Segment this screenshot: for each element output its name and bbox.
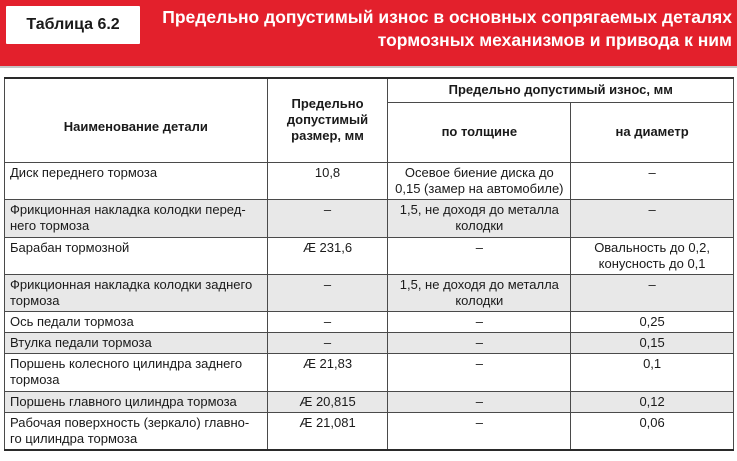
part-name-cell: [5, 332, 268, 353]
part-name-cell-text: тормоза: [10, 371, 60, 387]
table-title-line: тормозных механизмов и привода к ним: [377, 30, 732, 50]
column-header-part-name: Наименование детали: [5, 78, 268, 162]
max-size-cell: [267, 332, 388, 353]
wear-thickness-cell-text: –: [475, 313, 483, 329]
part-name-cell-text: Поршень главного цилиндра тормоза: [10, 393, 237, 409]
wear-thickness-cell-text: 1,5, не доходя до металла: [399, 276, 559, 292]
wear-thickness-cell-text: –: [475, 334, 483, 350]
table-row: [5, 332, 734, 353]
max-size-cell-text: 10,8: [314, 164, 341, 180]
max-size-cell: [267, 199, 388, 237]
wear-diameter-cell-text: –: [648, 276, 656, 292]
table-row: [5, 311, 734, 332]
wear-diameter-cell: [571, 353, 734, 391]
wear-diameter-cell-text: 0,25: [639, 313, 665, 329]
wear-diameter-cell-text: 0,12: [639, 393, 665, 409]
part-name-cell: [5, 311, 268, 332]
wear-thickness-cell: [388, 311, 571, 332]
part-name-cell-text: Ось педали тормоза: [10, 313, 134, 329]
part-name-cell-text: Диск переднего тормоза: [10, 164, 158, 180]
wear-diameter-cell-text: –: [648, 201, 656, 217]
wear-diameter-cell-text: 0,1: [643, 355, 662, 371]
part-name-cell: [5, 237, 268, 274]
wear-diameter-cell-text: 0,15: [639, 334, 665, 350]
max-size-cell: [267, 353, 388, 391]
wear-thickness-cell-text: Осевое биение диска до: [404, 164, 554, 180]
part-name-cell-text: Барабан тормозной: [10, 239, 130, 255]
wear-diameter-cell: [571, 199, 734, 237]
wear-diameter-cell: [571, 311, 734, 332]
part-name-cell: [5, 391, 268, 412]
wear-diameter-cell-text: конусность до 0,1: [598, 255, 706, 271]
max-size-cell-text: –: [323, 276, 332, 292]
part-name-cell: [5, 274, 268, 311]
wear-diameter-cell: [571, 237, 734, 274]
table-row: [5, 162, 734, 199]
max-size-cell: [267, 237, 388, 274]
header-divider: [0, 66, 737, 68]
wear-thickness-cell-text: колодки: [455, 292, 504, 308]
table-row: [5, 199, 734, 237]
column-header-text: допустимый: [286, 112, 369, 128]
part-name-cell-text: го цилиндра тормоза: [10, 430, 138, 446]
max-size-cell-text: –: [323, 201, 332, 217]
max-size-cell-text: –: [323, 313, 332, 329]
part-name-cell-text: тормоза: [10, 292, 60, 308]
max-size-cell-text: –: [323, 334, 332, 350]
wear-diameter-cell-text: Овальность до 0,2,: [594, 239, 711, 255]
part-name-cell-text: Поршень колесного цилиндра заднего: [10, 355, 243, 371]
part-name-cell-text: Фрикционная накладка колодки перед-: [10, 201, 246, 217]
table-row: [5, 274, 734, 311]
wear-diameter-cell-text: –: [648, 164, 656, 180]
max-size-cell: [267, 391, 388, 412]
part-name-cell: [5, 199, 268, 237]
table-row: [5, 412, 734, 450]
part-name-cell-text: Фрикционная накладка колодки заднего: [10, 276, 253, 292]
max-size-cell-text: Æ 20,815: [299, 393, 356, 409]
wear-thickness-cell-text: –: [475, 239, 483, 255]
wear-thickness-cell: [388, 391, 571, 412]
table-row: [5, 353, 734, 391]
wear-thickness-cell: [388, 332, 571, 353]
part-name-cell-text: него тормоза: [10, 217, 90, 233]
wear-thickness-cell: [388, 162, 571, 199]
max-size-cell: [267, 311, 388, 332]
part-name-cell: [5, 162, 268, 199]
wear-thickness-cell-text: –: [475, 393, 483, 409]
max-size-cell: [267, 162, 388, 199]
part-name-cell: [5, 412, 268, 450]
wear-diameter-cell-text: 0,06: [639, 414, 665, 430]
max-size-cell-text: Æ 21,081: [299, 414, 356, 430]
wear-thickness-cell: [388, 237, 571, 274]
wear-thickness-cell-text: 1,5, не доходя до металла: [399, 201, 559, 217]
wear-thickness-cell-text: –: [475, 414, 483, 430]
wear-diameter-cell: [571, 391, 734, 412]
wear-thickness-cell: [388, 412, 571, 450]
wear-thickness-cell: [388, 199, 571, 237]
table-title: [150, 6, 732, 52]
max-size-cell-text: Æ 21,83: [302, 355, 353, 371]
max-size-cell: [267, 412, 388, 450]
column-header-diameter: на диаметр: [571, 102, 734, 162]
max-size-cell-text: Æ 231,6: [302, 239, 353, 255]
part-name-cell: [5, 353, 268, 391]
wear-diameter-cell: [571, 274, 734, 311]
table-row: [5, 391, 734, 412]
column-header-max-size: [267, 78, 388, 162]
table-row: [5, 237, 734, 274]
max-size-cell: [267, 274, 388, 311]
column-header-text: Предельно: [291, 96, 364, 112]
column-header-thickness: по толщине: [388, 102, 571, 162]
wear-thickness-cell-text: колодки: [455, 217, 504, 233]
table-number-badge: Таблица 6.2: [6, 6, 140, 44]
wear-diameter-cell: [571, 412, 734, 450]
wear-thickness-cell: [388, 274, 571, 311]
wear-limits-table: [4, 77, 734, 451]
part-name-cell-text: Втулка педали тормоза: [10, 334, 152, 350]
wear-thickness-cell-text: 0,15 (замер на автомобиле): [395, 180, 564, 196]
table-title-line: Предельно допустимый износ в основных сопрягаемых деталях: [162, 7, 732, 27]
column-header-max-wear: Предельно допустимый износ, мм: [388, 78, 734, 102]
column-header-text: размер, мм: [291, 128, 364, 144]
wear-diameter-cell: [571, 332, 734, 353]
wear-thickness-cell: [388, 353, 571, 391]
wear-diameter-cell: [571, 162, 734, 199]
wear-thickness-cell-text: –: [475, 355, 483, 371]
part-name-cell-text: Рабочая поверхность (зеркало) главно-: [10, 414, 250, 430]
